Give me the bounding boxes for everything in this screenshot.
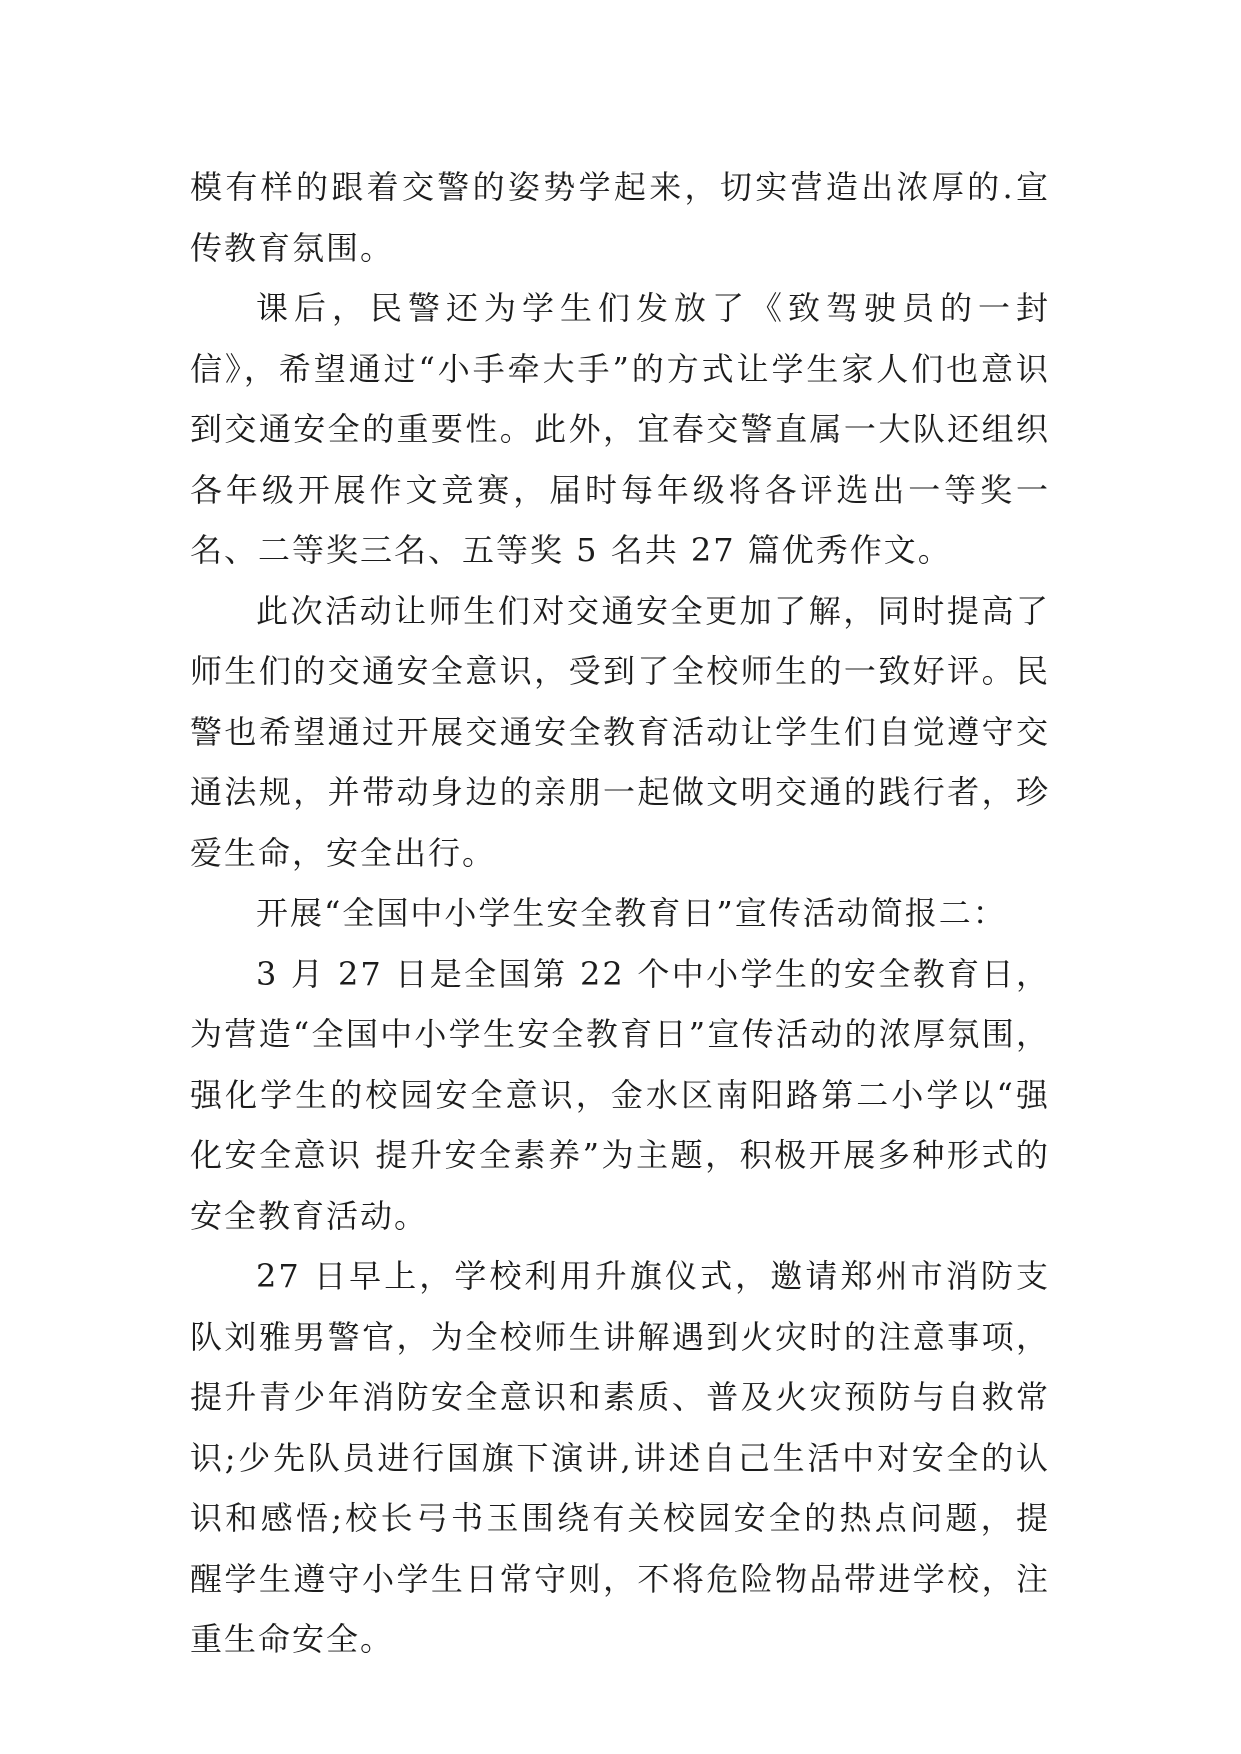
paragraph-flag-ceremony: 27 日早上，学校利用升旗仪式，邀请郑州市消防支队刘雅男警官，为全校师生讲解遇到火灾时的注意事项，提升青少年消防安全意识和素质、普及火灾预防与自救常识;少先队员进行国旗下演讲,讲述自己生活中对安全的认识和感悟;校长弓书玉围绕有关校园安全的热点问题，提醒学生遵守小学生日常守则，不将危险物品带进学校，注重生命安全。	[190, 1257, 1050, 1658]
paragraph-continuation: 模有样的跟着交警的姿势学起来，切实营造出浓厚的.宣传教育氛围。	[190, 168, 1050, 267]
paragraph-leaflet-and-essay-contest: 课后，民警还为学生们发放了《致驾驶员的一封信》，希望通过“小手牵大手”的方式让学生家人们也意识到交通安全的重要性。此外，宜春交警直属一大队还组织各年级开展作文竞赛，届时每年级将各评选出一等奖一名、二等奖三名、五等奖 5 名共 27 篇优秀作文。	[190, 289, 1050, 569]
paragraph-activity-feedback: 此次活动让师生们对交通安全更加了解，同时提高了师生们的交通安全意识，受到了全校师生的一致好评。民警也希望通过开展交通安全教育活动让学生们自觉遵守交通法规，并带动身边的亲朋一起做文明交通的践行者，珍爱生命，安全出行。	[190, 591, 1050, 872]
paragraph-safety-day-intro: 3 月 27 日是全国第 22 个中小学生的安全教育日，为营造“全国中小学生安全教育日”宣传活动的浓厚氛围，强化学生的校园安全意识，金水区南阳路第二小学以“强化安全意识 提升安全素养”为主题，积极开展多种形式的安全教育活动。	[190, 954, 1050, 1235]
paragraph-briefing-two-heading: 开展“全国中小学生安全教育日”宣传活动简报二：	[256, 894, 1007, 932]
document-body	[190, 157, 1050, 1670]
